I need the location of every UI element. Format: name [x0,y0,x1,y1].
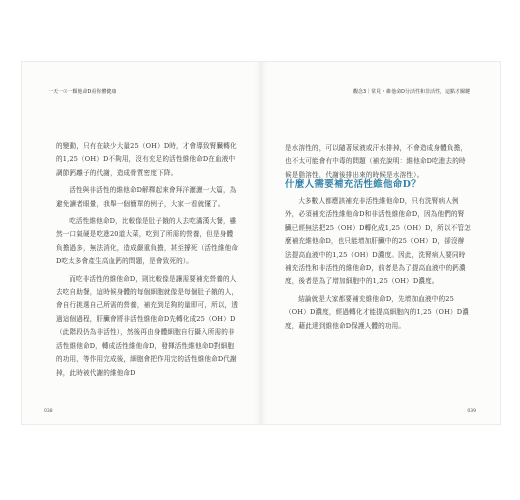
page-number-left: 038 [44,409,53,414]
open-book [22,62,500,424]
paragraph: 是水溶性的，可以隨著尿液或汗水排掉，不會造成身體負擔，也不太可能會有中毒的問題（補充說明：維他命D吃進去的時候是脂溶性，代謝後排出來的時候是水溶性）。 [285,144,468,179]
paragraph: 結論就是大家都要補充維他命D，先增加血液中的25（OH）D濃度，經過轉化才能提高細胞內的1,25（OH）D濃度，藉此達到維他命D保護人體的功用。 [285,294,469,330]
paragraph: 而吃非活性的維他命D，則比較像是讓需要補充營養的人去吃自助餐，這時候身體的每個細胞就像是每個肚子餓的人，會自行挑選自己所需的營養，補充到足夠的量即可，所以，透過這個過程，肝臟會將非活性維他命D先轉化成25（OH）D（此階段仍為非活性），然後再由身體細胞自行攝入所需的非活性維他命D，轉成活性維他命D，發揮活性維他命D對細胞的功用，等作用完成後，細胞會把作用完的活性維他命D代謝掉，此時被代謝的維他命D [56,274,239,377]
running-header-left: 一天一☉一顆他命D看你體健康 [48,89,117,95]
left-page-body [56,140,240,384]
section-heading: 什麼人需要補充活性維他命D？ [285,179,421,190]
paragraph: 活性與非活性的維他命D解釋起來會拜洋灑灑一大篇，為避免讀者眼暈，我舉一個簡單的例子，大家一看就懂了。 [56,186,237,208]
running-header-right: 觀念3｜常見・維他命D分活性和非活性，這點才關鍵 [352,89,470,95]
page-number-right: 039 [467,409,476,414]
right-page [261,62,500,424]
right-page-body [285,195,471,337]
paragraph: 大多數人都應該補充非活性維他命D，只有洗腎病人例外，必須補充活性維他命D和非活性維他命D，因為他們的腎臟已經無法把25（OH）D轉化成1,25（OH）D，所以不管怎麼補充維他命D，也只能增加肝臟中的25（OH）D，卻沒辦法提高血液中的1,25（OH）D濃度。因此，洗腎病人要同時補充活性和非活性的維他命D，前者是為了提高血液中的鈣濃度，後者是為了增加細胞中的1,25（OH）D濃度。 [285,197,471,286]
paragraph: 吃活性維他命D，比較像是肚子餓的人去吃滿漢大餐，雖然一口氣硬是吃進20道大菜，吃到了所需的營養，但是身體負擔過多，無法消化，造成嚴重負擔，甚至撐死（活性維他命D吃太多會產生高血鈣的問題，是會致死的）。 [56,217,239,266]
left-page [22,62,261,424]
paragraph: 的變動，只有在缺少大量25（OH）D時，才會導致腎臟轉化的1,25（OH）D不夠用，沒有充足的活性維他命D在血液中調節鈣離子的代謝，造成骨質密度下降。 [56,142,237,177]
